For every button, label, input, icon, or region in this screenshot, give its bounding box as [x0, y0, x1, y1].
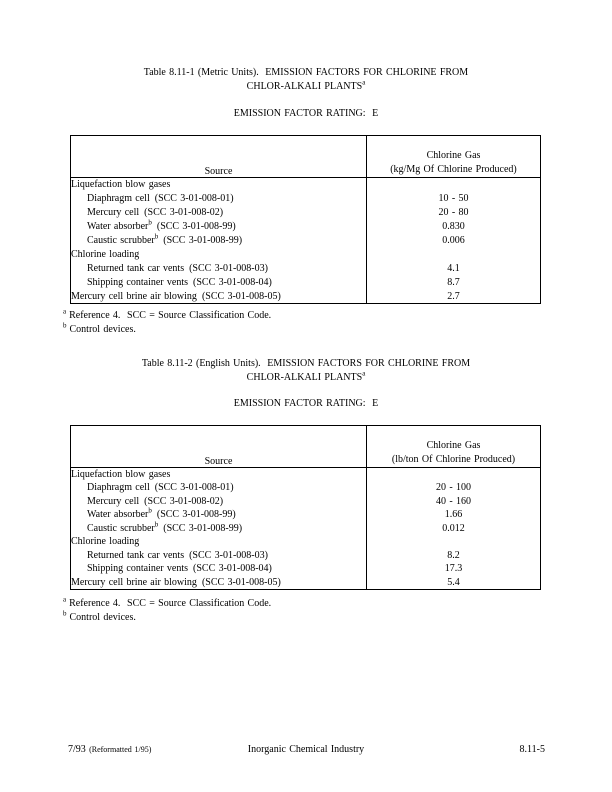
source-label: Diaphragm cell: [87, 193, 150, 204]
value-cell: 0.006: [442, 235, 465, 246]
footnote-marker: a: [63, 307, 67, 316]
scc-code: (SCC 3-01-008-01): [154, 193, 234, 204]
source-label: Shipping container vents: [87, 277, 189, 288]
footnote-marker: b: [63, 321, 67, 330]
source-column-header: Source: [71, 136, 367, 178]
footnote-ref: b: [154, 232, 159, 241]
source-label: Diaphragm cell: [87, 482, 150, 494]
table1-title-line2-text: CHLOR-ALKALI PLANTS: [246, 81, 363, 92]
source-label: Liquefaction blow gases: [71, 469, 171, 480]
table-row: [71, 481, 541, 495]
value-cell: 2.7: [447, 290, 460, 302]
scc-code: (SCC 3-01-008-01): [154, 482, 234, 494]
source-cell: [71, 276, 367, 290]
source-column-header: Source: [71, 426, 367, 468]
footnote: [63, 597, 271, 611]
table2-title: [0, 357, 612, 385]
footnote-ref-a: a: [362, 78, 366, 87]
value-cell: 0.830: [442, 221, 465, 232]
source-cell: [71, 192, 367, 206]
source-cell: [71, 290, 367, 304]
scc-code: (SCC 3-01-008-03): [189, 549, 268, 561]
table1-footnotes: [63, 309, 271, 336]
value-cell: [367, 535, 541, 549]
footnote: [63, 323, 271, 337]
footnote-marker: b: [63, 609, 67, 618]
table-row: [71, 562, 541, 576]
table-row: [71, 178, 541, 192]
table-row: [71, 192, 541, 206]
scc-code: (SCC 3-01-008-05): [201, 576, 281, 588]
footnote: [63, 611, 271, 625]
table1-title-line2: [0, 80, 612, 94]
table-row: [71, 206, 541, 220]
header-row: [71, 136, 541, 178]
source-cell: [71, 262, 367, 276]
source-label: Shipping container vents: [87, 563, 189, 575]
table-row: [71, 234, 541, 248]
value-cell: 40 - 160: [436, 495, 471, 507]
emission-table-english: [70, 425, 541, 590]
value-cell: 17.3: [444, 563, 463, 575]
footer-revision-date: 7/93: [68, 744, 86, 755]
footnote-text: Reference 4. SCC = Source Classification Code.: [69, 310, 272, 321]
source-cell: [71, 535, 367, 549]
value-cell: [367, 248, 541, 262]
table-row: [71, 535, 541, 549]
source-label: Mercury cell: [87, 495, 140, 507]
source-cell: [71, 522, 367, 536]
scc-code: (SCC 3-01-008-99): [156, 509, 236, 521]
footnote-ref: b: [148, 218, 152, 227]
value-cell: [367, 178, 541, 192]
source-label: Water absorber: [87, 221, 149, 232]
table-row: [71, 549, 541, 563]
table-row: [71, 276, 541, 290]
scc-code: (SCC 3-01-008-04): [193, 563, 272, 575]
table2-footnotes: [63, 597, 271, 624]
scc-code: (SCC 3-01-008-99): [163, 235, 243, 246]
footnote-ref: b: [154, 520, 159, 529]
footer-revision: [68, 744, 151, 755]
source-cell: [71, 549, 367, 563]
source-label: Chlorine loading: [71, 249, 140, 260]
table-row: [71, 220, 541, 234]
source-cell: [71, 220, 367, 234]
source-label: Chlorine loading: [71, 536, 140, 548]
source-cell: [71, 248, 367, 262]
scc-code: (SCC 3-01-008-04): [193, 277, 272, 288]
source-cell: [71, 495, 367, 509]
scc-code: (SCC 3-01-008-02): [144, 207, 224, 218]
value-cell: 0.012: [442, 522, 465, 534]
table1-title-line1: Table 8.11-1 (Metric Units). EMISSION FACTORS FOR CHLORINE FROM: [143, 67, 469, 78]
table-row: [71, 522, 541, 536]
value-cell: 4.1: [447, 263, 460, 274]
table-row: [71, 262, 541, 276]
footnote-ref-a: a: [362, 369, 366, 378]
scc-code: (SCC 3-01-008-99): [163, 522, 243, 534]
footer-reformatted-note: (Reformatted 1/95): [89, 745, 152, 754]
source-label: Caustic scrubber: [87, 235, 155, 246]
value-header-line1: Chlorine Gas: [426, 440, 481, 451]
header-row: [71, 426, 541, 468]
source-cell: [71, 206, 367, 220]
page-footer: [0, 744, 612, 758]
source-cell: [71, 234, 367, 248]
value-cell: 8.7: [447, 277, 460, 288]
value-column-header: [367, 136, 541, 178]
value-column-header: [367, 426, 541, 468]
table2-title-line1: Table 8.11-2 (English Units). EMISSION FACTORS FOR CHLORINE FROM: [141, 358, 471, 369]
source-label: Mercury cell brine air blowing: [71, 576, 197, 588]
value-cell: 8.2: [447, 549, 460, 561]
table-row: [71, 468, 541, 482]
table-row: [71, 290, 541, 304]
footnote-marker: a: [63, 595, 67, 604]
source-cell: [71, 481, 367, 495]
value-cell: 20 - 100: [436, 482, 471, 494]
value-cell: [367, 468, 541, 482]
footnote-text: Control devices.: [69, 611, 136, 623]
value-cell: 10 - 50: [438, 193, 469, 204]
value-cell: 5.4: [447, 576, 460, 588]
source-label: Liquefaction blow gases: [71, 179, 171, 191]
source-label: Water absorber: [87, 509, 149, 521]
value-header-line1: Chlorine Gas: [426, 150, 481, 161]
table1-rating: EMISSION FACTOR RATING: E: [233, 108, 379, 119]
source-cell: [71, 508, 367, 522]
source-label: Returned tank car vents: [87, 549, 185, 561]
table-row: [71, 248, 541, 262]
source-cell: [71, 562, 367, 576]
source-cell: [71, 468, 367, 482]
source-label: Mercury cell: [87, 207, 140, 218]
table-row: [71, 495, 541, 509]
footnote: [63, 309, 271, 323]
value-header-line2: (lb/ton Of Chlorine Produced): [391, 454, 516, 465]
footnote-text: Control devices.: [69, 323, 136, 335]
emission-table-metric: [70, 135, 541, 304]
value-cell: 1.66: [444, 509, 463, 521]
source-label: Returned tank car vents: [87, 263, 185, 274]
footer-section-title: Inorganic Chemical Industry: [247, 744, 365, 755]
footnote-text: Reference 4. SCC = Source Classification Code.: [69, 598, 272, 609]
source-label: Caustic scrubber: [87, 522, 155, 534]
table-row: [71, 576, 541, 590]
table1-title: [0, 66, 612, 94]
footer-page-number: 8.11-5: [519, 744, 545, 755]
source-label: Mercury cell brine air blowing: [71, 290, 197, 302]
source-cell: [71, 576, 367, 590]
scc-code: (SCC 3-01-008-99): [156, 221, 236, 232]
footnote-ref: b: [148, 506, 152, 515]
value-cell: 20 - 80: [438, 207, 469, 218]
scc-code: (SCC 3-01-008-03): [189, 263, 268, 274]
value-header-line2: (kg/Mg Of Chlorine Produced): [390, 164, 517, 175]
table2-rating: EMISSION FACTOR RATING: E: [233, 398, 379, 409]
source-cell: [71, 178, 367, 192]
scc-code: (SCC 3-01-008-05): [201, 290, 281, 302]
table2-title-line2-text: CHLOR-ALKALI PLANTS: [246, 372, 363, 383]
table2-title-line2: [0, 371, 612, 385]
table-row: [71, 508, 541, 522]
scc-code: (SCC 3-01-008-02): [144, 495, 224, 507]
